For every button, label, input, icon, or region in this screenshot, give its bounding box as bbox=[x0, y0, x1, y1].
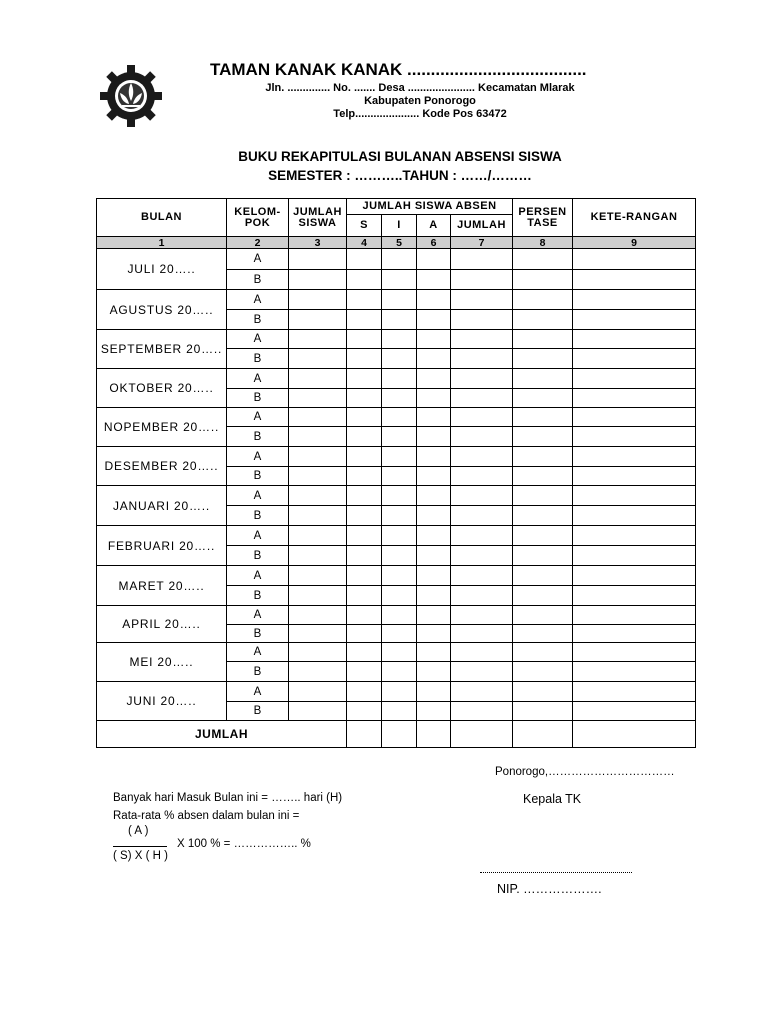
table-cell bbox=[289, 447, 347, 467]
table-cell bbox=[451, 249, 513, 270]
group-cell: B bbox=[227, 427, 289, 447]
group-cell: B bbox=[227, 349, 289, 369]
nip-line: NIP. ………………. bbox=[497, 882, 602, 896]
table-row bbox=[97, 566, 696, 586]
table-cell bbox=[451, 606, 513, 625]
table-cell bbox=[513, 290, 573, 310]
table-cell bbox=[382, 270, 417, 290]
table-cell bbox=[289, 506, 347, 526]
table-cell bbox=[347, 290, 382, 310]
table-cell bbox=[289, 643, 347, 662]
table-cell bbox=[382, 486, 417, 506]
table-cell bbox=[573, 526, 696, 546]
table-cell bbox=[451, 526, 513, 546]
table-cell bbox=[451, 643, 513, 662]
table-cell bbox=[382, 682, 417, 702]
table-cell bbox=[382, 389, 417, 408]
table-cell bbox=[347, 270, 382, 290]
document-title: BUKU REKAPITULASI BULANAN ABSENSI SISWA bbox=[238, 149, 562, 164]
table-cell bbox=[382, 408, 417, 427]
table-row bbox=[97, 606, 696, 625]
table-cell bbox=[451, 447, 513, 467]
table-cell bbox=[417, 330, 451, 349]
semester-line: SEMESTER : ………..TAHUN : ……/……… bbox=[268, 168, 532, 183]
table-cell bbox=[451, 389, 513, 408]
table-cell bbox=[347, 586, 382, 606]
table-row bbox=[97, 486, 696, 506]
table-cell bbox=[347, 467, 382, 486]
table-cell bbox=[289, 586, 347, 606]
group-cell: B bbox=[227, 625, 289, 643]
table-cell bbox=[513, 310, 573, 330]
table-cell bbox=[382, 643, 417, 662]
table-cell bbox=[513, 662, 573, 682]
table-cell bbox=[347, 546, 382, 566]
table-cell bbox=[573, 643, 696, 662]
column-number: 4 bbox=[347, 237, 382, 249]
table-cell bbox=[451, 506, 513, 526]
table-cell bbox=[451, 330, 513, 349]
table-row bbox=[97, 369, 696, 389]
table-cell bbox=[289, 546, 347, 566]
table-cell bbox=[573, 682, 696, 702]
table-cell bbox=[513, 546, 573, 566]
table-row bbox=[97, 290, 696, 310]
table-cell bbox=[382, 546, 417, 566]
table-cell bbox=[347, 349, 382, 369]
regency-line: Kabupaten Ponorogo bbox=[364, 95, 476, 107]
table-cell bbox=[451, 721, 513, 748]
table-cell bbox=[573, 389, 696, 408]
month-cell: NOPEMBER 20….. bbox=[97, 408, 227, 447]
column-number: 2 bbox=[227, 237, 289, 249]
table-cell bbox=[289, 408, 347, 427]
column-number: 3 bbox=[289, 237, 347, 249]
month-cell: AGUSTUS 20….. bbox=[97, 290, 227, 330]
month-cell: SEPTEMBER 20….. bbox=[97, 330, 227, 369]
group-cell: B bbox=[227, 662, 289, 682]
table-cell bbox=[347, 606, 382, 625]
table-cell bbox=[289, 389, 347, 408]
table-cell bbox=[513, 682, 573, 702]
column-number: 9 bbox=[573, 237, 696, 249]
column-number: 5 bbox=[382, 237, 417, 249]
total-row bbox=[97, 721, 696, 748]
table-row bbox=[97, 526, 696, 546]
table-cell bbox=[513, 625, 573, 643]
group-cell: B bbox=[227, 546, 289, 566]
month-cell: MEI 20….. bbox=[97, 643, 227, 682]
header-jumlah-siswa: JUMLAH SISWA bbox=[289, 199, 347, 237]
table-cell bbox=[417, 270, 451, 290]
table-cell bbox=[513, 447, 573, 467]
month-cell: OKTOBER 20….. bbox=[97, 369, 227, 408]
header-jumlah: JUMLAH bbox=[451, 215, 513, 237]
table-cell bbox=[573, 369, 696, 389]
column-number: 7 bbox=[451, 237, 513, 249]
table-cell bbox=[347, 625, 382, 643]
table-cell bbox=[513, 506, 573, 526]
table-cell bbox=[451, 486, 513, 506]
table-cell bbox=[289, 606, 347, 625]
table-cell bbox=[451, 566, 513, 586]
table-cell bbox=[513, 270, 573, 290]
table-cell bbox=[382, 662, 417, 682]
table-cell bbox=[417, 349, 451, 369]
table-cell bbox=[513, 349, 573, 369]
table-cell bbox=[513, 606, 573, 625]
header-a: A bbox=[417, 215, 451, 237]
table-cell bbox=[289, 270, 347, 290]
table-cell bbox=[513, 526, 573, 546]
table-cell bbox=[573, 662, 696, 682]
table-cell bbox=[417, 249, 451, 270]
group-cell: A bbox=[227, 643, 289, 662]
column-number: 6 bbox=[417, 237, 451, 249]
group-cell: A bbox=[227, 486, 289, 506]
table-cell bbox=[451, 270, 513, 290]
table-cell bbox=[347, 408, 382, 427]
table-cell bbox=[417, 625, 451, 643]
table-cell bbox=[417, 643, 451, 662]
table-row bbox=[97, 249, 696, 270]
table-cell bbox=[289, 702, 347, 721]
address-line: Jln. .............. No. ....... Desa ...................... Kecamatan Mlarak bbox=[265, 82, 575, 94]
table-cell bbox=[382, 290, 417, 310]
group-cell: A bbox=[227, 290, 289, 310]
table-cell bbox=[451, 682, 513, 702]
table-cell bbox=[573, 408, 696, 427]
table-cell bbox=[417, 566, 451, 586]
table-cell bbox=[347, 526, 382, 546]
table-cell bbox=[417, 369, 451, 389]
table-cell bbox=[451, 408, 513, 427]
table-cell bbox=[347, 662, 382, 682]
table-cell bbox=[417, 389, 451, 408]
signer-title: Kepala TK bbox=[523, 792, 582, 806]
table-cell bbox=[347, 447, 382, 467]
group-cell: B bbox=[227, 702, 289, 721]
table-cell bbox=[417, 290, 451, 310]
table-cell bbox=[573, 249, 696, 270]
table-cell bbox=[417, 546, 451, 566]
table-cell bbox=[573, 486, 696, 506]
table-cell bbox=[573, 349, 696, 369]
table-cell bbox=[289, 290, 347, 310]
school-name: TAMAN KANAK KANAK ...................................... bbox=[210, 60, 587, 79]
table-cell bbox=[382, 606, 417, 625]
table-cell bbox=[513, 643, 573, 662]
phone-line: Telp..................... Kode Pos 63472 bbox=[333, 108, 507, 120]
place-date: Ponorogo,…………………………… bbox=[495, 766, 675, 778]
table-cell bbox=[382, 330, 417, 349]
table-cell bbox=[382, 310, 417, 330]
group-cell: A bbox=[227, 526, 289, 546]
header-persentase: PERSEN TASE bbox=[513, 199, 573, 237]
table-cell bbox=[289, 662, 347, 682]
table-cell bbox=[451, 467, 513, 486]
table-cell bbox=[513, 330, 573, 349]
table-cell bbox=[382, 506, 417, 526]
table-cell bbox=[382, 447, 417, 467]
header-absen-group: JUMLAH SISWA ABSEN bbox=[347, 199, 513, 215]
table-cell bbox=[347, 702, 382, 721]
table-cell bbox=[382, 625, 417, 643]
group-cell: A bbox=[227, 682, 289, 702]
school-days: Banyak hari Masuk Bulan ini = …….. hari (H) bbox=[113, 792, 343, 804]
table-cell bbox=[382, 702, 417, 721]
table-cell bbox=[347, 249, 382, 270]
table-cell bbox=[289, 682, 347, 702]
table-cell bbox=[382, 526, 417, 546]
table-cell bbox=[513, 467, 573, 486]
table-cell bbox=[513, 369, 573, 389]
attendance-table bbox=[96, 198, 696, 748]
table-cell bbox=[573, 566, 696, 586]
table-cell bbox=[417, 682, 451, 702]
group-cell: A bbox=[227, 249, 289, 270]
table-cell bbox=[289, 566, 347, 586]
table-cell bbox=[347, 566, 382, 586]
table-cell bbox=[382, 249, 417, 270]
table-cell bbox=[347, 427, 382, 447]
table-cell bbox=[382, 566, 417, 586]
table-cell bbox=[417, 467, 451, 486]
table-cell bbox=[451, 310, 513, 330]
table-cell bbox=[382, 369, 417, 389]
avg-label: Rata-rata % absen dalam bulan ini = bbox=[113, 810, 300, 822]
group-cell: B bbox=[227, 506, 289, 526]
table-cell bbox=[451, 662, 513, 682]
table-cell bbox=[573, 290, 696, 310]
table-cell bbox=[417, 427, 451, 447]
month-cell: FEBRUARI 20….. bbox=[97, 526, 227, 566]
group-cell: B bbox=[227, 270, 289, 290]
table-cell bbox=[573, 546, 696, 566]
table-cell bbox=[289, 427, 347, 447]
table-cell bbox=[451, 702, 513, 721]
header-bulan: BULAN bbox=[97, 199, 227, 237]
table-cell bbox=[573, 427, 696, 447]
header-s: S bbox=[347, 215, 382, 237]
table-cell bbox=[417, 721, 451, 748]
table-cell bbox=[347, 721, 382, 748]
table-cell bbox=[289, 349, 347, 369]
table-cell bbox=[289, 330, 347, 349]
table-cell bbox=[573, 506, 696, 526]
table-cell bbox=[573, 721, 696, 748]
table-cell bbox=[417, 606, 451, 625]
table-cell bbox=[513, 408, 573, 427]
table-cell bbox=[382, 427, 417, 447]
table-row bbox=[97, 682, 696, 702]
table-cell bbox=[573, 447, 696, 467]
month-cell: DESEMBER 20….. bbox=[97, 447, 227, 486]
table-cell bbox=[573, 270, 696, 290]
table-cell bbox=[347, 369, 382, 389]
table-cell bbox=[573, 606, 696, 625]
table-cell bbox=[513, 586, 573, 606]
table-cell bbox=[347, 310, 382, 330]
table-cell bbox=[451, 586, 513, 606]
table-row bbox=[97, 643, 696, 662]
table-cell bbox=[513, 702, 573, 721]
month-cell: MARET 20….. bbox=[97, 566, 227, 606]
table-cell bbox=[573, 702, 696, 721]
group-cell: A bbox=[227, 330, 289, 349]
group-cell: A bbox=[227, 566, 289, 586]
table-row bbox=[97, 330, 696, 349]
column-number: 8 bbox=[513, 237, 573, 249]
table-cell bbox=[289, 467, 347, 486]
table-cell bbox=[289, 486, 347, 506]
group-cell: A bbox=[227, 369, 289, 389]
table-row bbox=[97, 447, 696, 467]
fraction-line bbox=[113, 846, 167, 847]
group-cell: B bbox=[227, 586, 289, 606]
table-cell bbox=[451, 369, 513, 389]
table-cell bbox=[451, 349, 513, 369]
column-number: 1 bbox=[97, 237, 227, 249]
group-cell: B bbox=[227, 467, 289, 486]
table-cell bbox=[573, 467, 696, 486]
table-cell bbox=[417, 662, 451, 682]
table-cell bbox=[289, 310, 347, 330]
table-cell bbox=[417, 486, 451, 506]
table-cell bbox=[573, 625, 696, 643]
header-i: I bbox=[382, 215, 417, 237]
table-cell bbox=[347, 506, 382, 526]
school-logo bbox=[98, 63, 164, 129]
table-cell bbox=[513, 721, 573, 748]
denominator: ( S) X ( H ) bbox=[113, 850, 168, 862]
table-cell bbox=[382, 721, 417, 748]
table-cell bbox=[417, 586, 451, 606]
month-cell: JULI 20….. bbox=[97, 249, 227, 290]
table-cell bbox=[451, 290, 513, 310]
table-cell bbox=[451, 427, 513, 447]
group-cell: B bbox=[227, 389, 289, 408]
header-kelompok: KELOM-POK bbox=[227, 199, 289, 237]
table-cell bbox=[347, 389, 382, 408]
numerator: ( A ) bbox=[128, 825, 149, 837]
table-cell bbox=[289, 369, 347, 389]
table-cell bbox=[417, 526, 451, 546]
table-cell bbox=[417, 702, 451, 721]
month-cell: APRIL 20….. bbox=[97, 606, 227, 643]
table-cell bbox=[417, 408, 451, 427]
table-cell bbox=[573, 586, 696, 606]
table-cell bbox=[347, 682, 382, 702]
group-cell: B bbox=[227, 310, 289, 330]
table-cell bbox=[382, 349, 417, 369]
table-row bbox=[97, 408, 696, 427]
table-cell bbox=[451, 625, 513, 643]
table-cell bbox=[513, 427, 573, 447]
formula-result: X 100 % = …………….. % bbox=[177, 838, 311, 850]
month-cell: JUNI 20….. bbox=[97, 682, 227, 721]
table-cell bbox=[573, 310, 696, 330]
table-cell bbox=[347, 486, 382, 506]
table-cell bbox=[573, 330, 696, 349]
table-cell bbox=[417, 506, 451, 526]
group-cell: A bbox=[227, 447, 289, 467]
table-cell bbox=[513, 249, 573, 270]
table-cell bbox=[513, 486, 573, 506]
table-cell bbox=[289, 625, 347, 643]
total-label: JUMLAH bbox=[97, 721, 347, 748]
signature-line bbox=[480, 872, 632, 873]
table-cell bbox=[382, 467, 417, 486]
table-cell bbox=[347, 330, 382, 349]
header-keterangan: KETE-RANGAN bbox=[573, 199, 696, 237]
group-cell: A bbox=[227, 408, 289, 427]
table-cell bbox=[347, 643, 382, 662]
table-cell bbox=[417, 447, 451, 467]
column-number-row bbox=[97, 237, 696, 249]
group-cell: A bbox=[227, 606, 289, 625]
month-cell: JANUARI 20….. bbox=[97, 486, 227, 526]
table-cell bbox=[289, 249, 347, 270]
table-cell bbox=[382, 586, 417, 606]
table-cell bbox=[513, 389, 573, 408]
table-cell bbox=[451, 546, 513, 566]
table-cell bbox=[417, 310, 451, 330]
table-cell bbox=[513, 566, 573, 586]
table-cell bbox=[289, 526, 347, 546]
